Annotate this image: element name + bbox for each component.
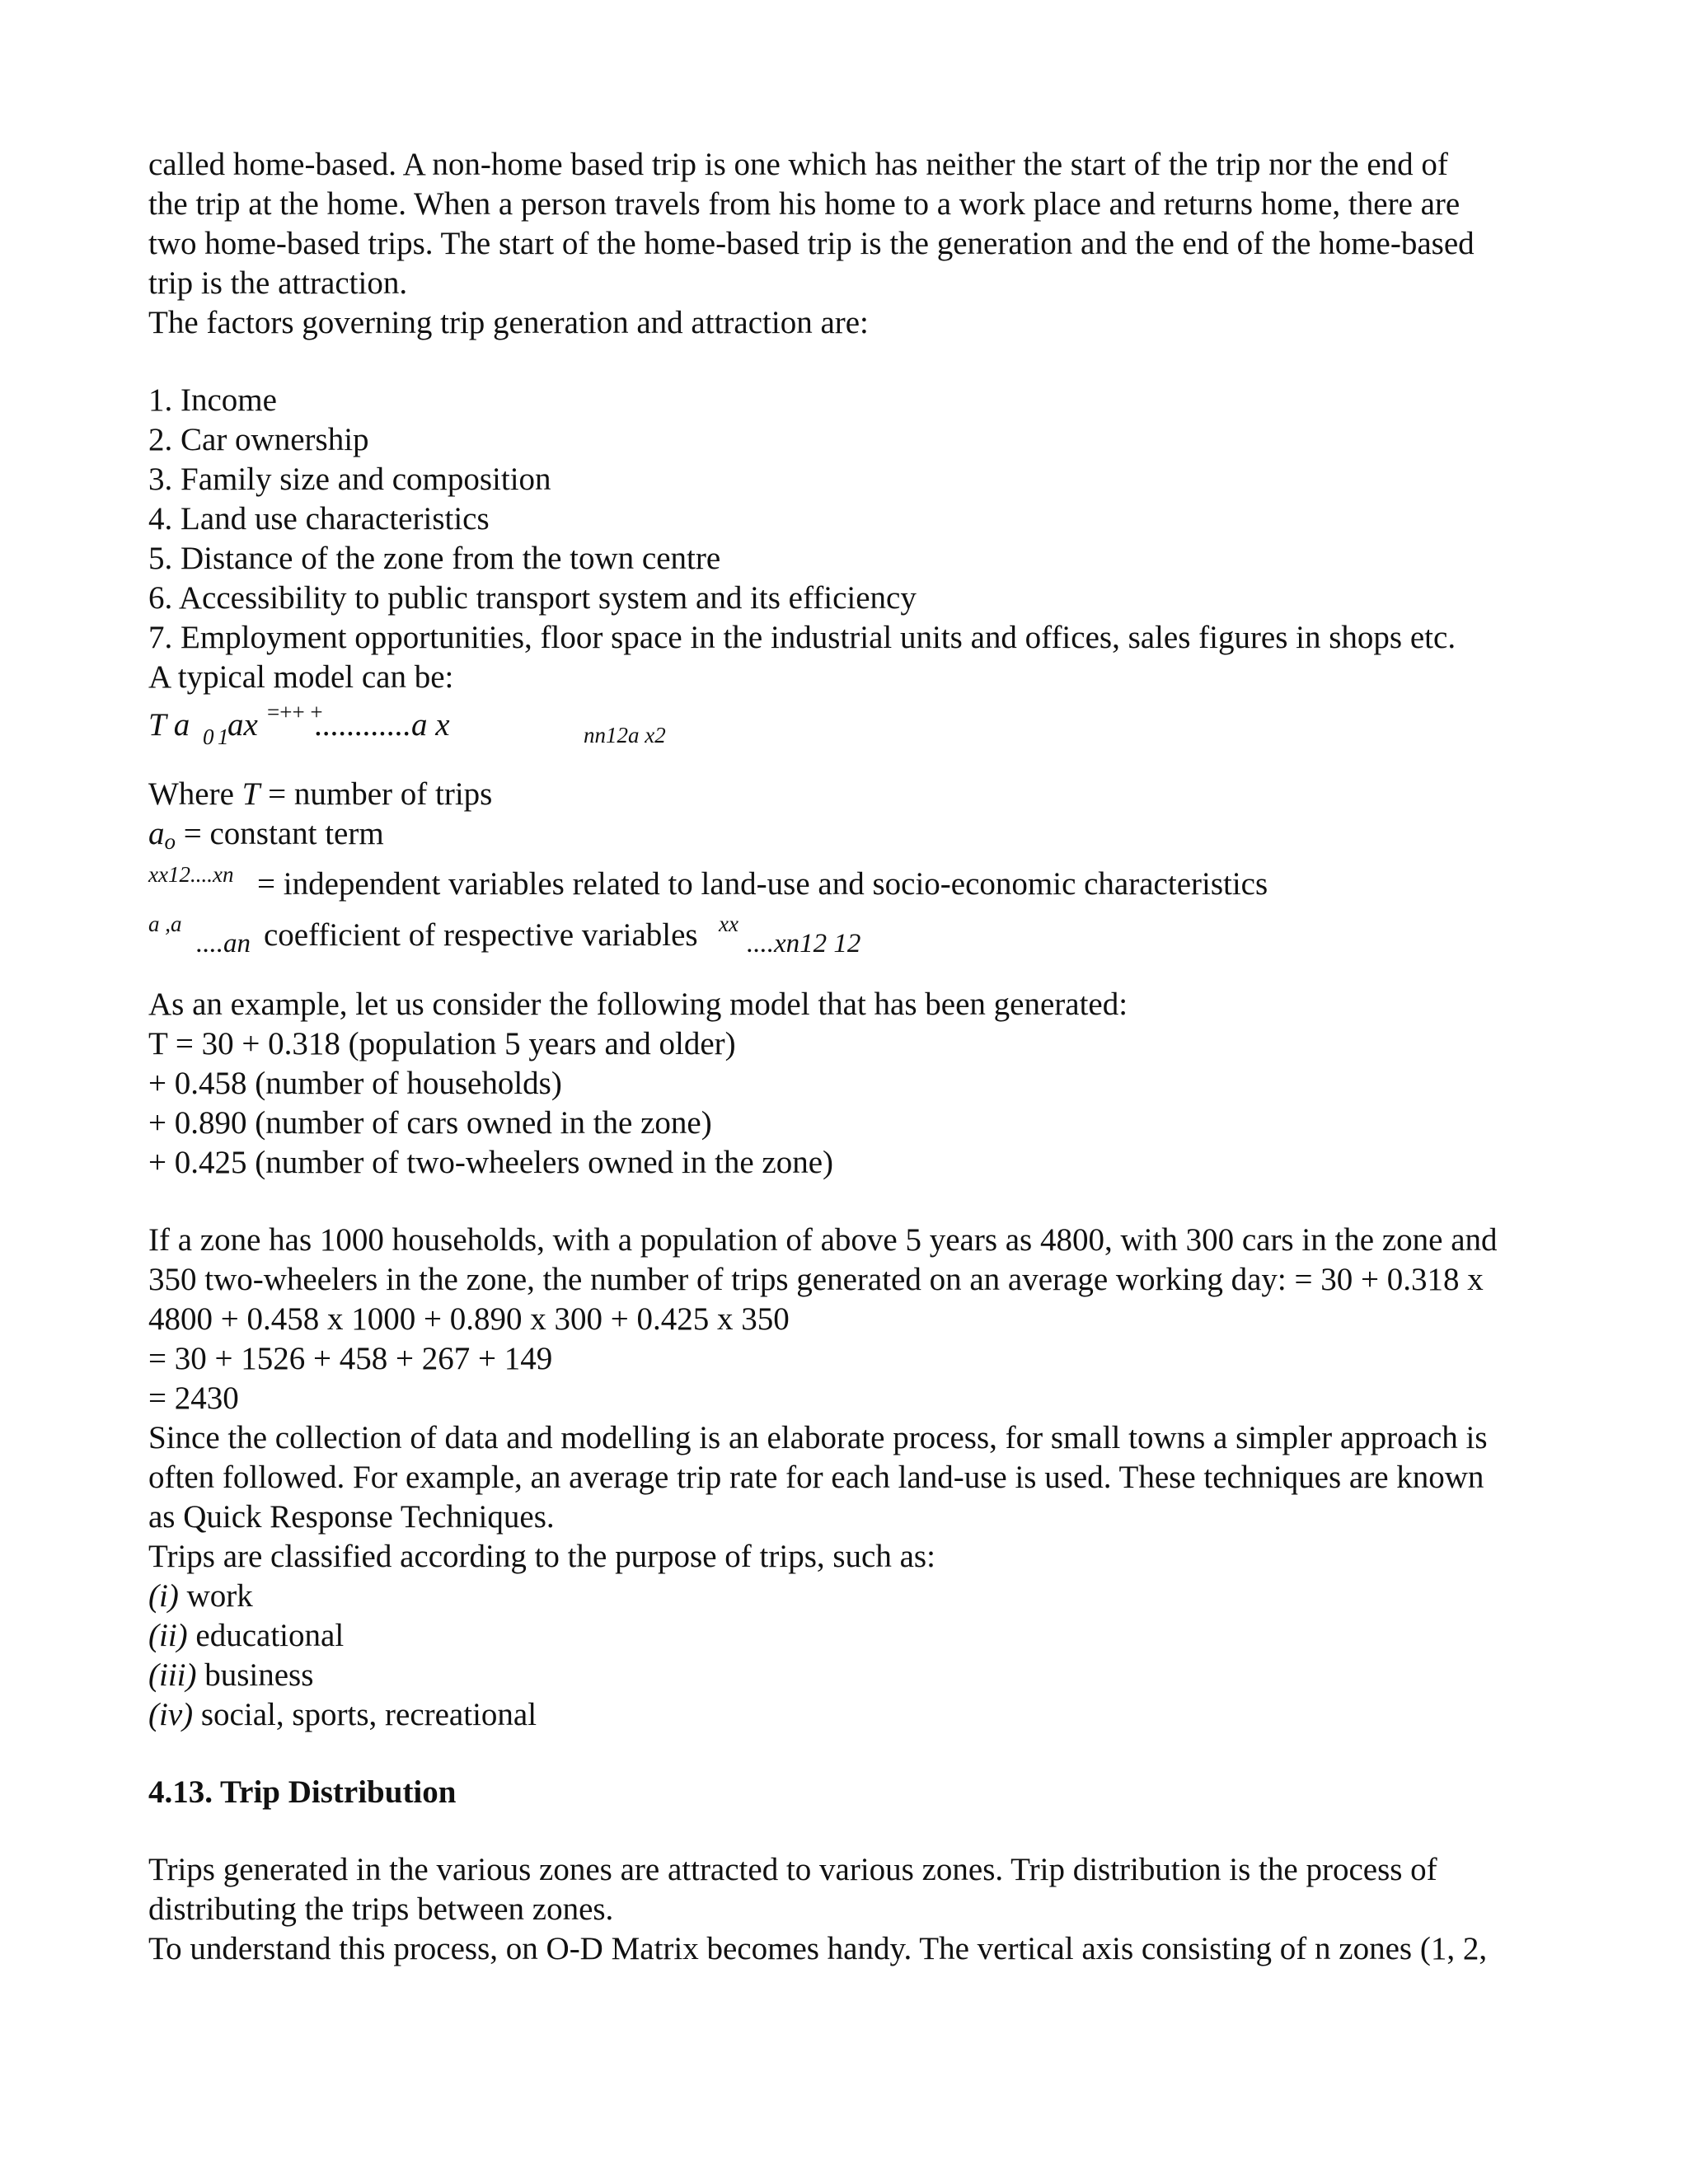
intro-paragraph: [148, 145, 1566, 343]
example-block: [148, 985, 1566, 1183]
section-heading: 4.13. Trip Distribution: [148, 1774, 457, 1810]
list-item: [148, 1695, 1566, 1735]
variable-tail: ....xn12 12: [747, 929, 861, 958]
variable-dots: ....an: [196, 929, 251, 958]
list-text: social, sports, recreational: [193, 1697, 537, 1732]
spacer: [148, 747, 1566, 775]
text-line: distributing the trips between zones.: [148, 1891, 614, 1927]
list-number: (iii): [148, 1657, 197, 1693]
text-line: trip is the attraction.: [148, 265, 408, 301]
where-line-3: [148, 856, 1566, 906]
variable-t: T: [241, 776, 260, 812]
list-text: educational: [187, 1618, 345, 1653]
formula-subscript: 1: [218, 724, 229, 749]
purposes-list: [148, 1577, 1566, 1735]
definition-text: coefficient of respective variables: [264, 917, 698, 953]
text-line: + 0.425 (number of two-wheelers owned in the zone): [148, 1145, 833, 1180]
text-line: called home-based. A non-home based trip is one which has neither the start of the trip nor the end of: [148, 147, 1448, 182]
variable-superscript: xx: [719, 912, 738, 936]
spacer: [148, 1183, 1566, 1221]
list-number: (i): [148, 1578, 179, 1614]
definition-text: = independent variables related to land-use and socio-economic characteristics: [257, 866, 1268, 902]
model-formula: [148, 697, 1566, 747]
list-text: work: [178, 1578, 253, 1614]
list-item: 1. Income: [148, 382, 277, 418]
list-item: 2. Car ownership: [148, 422, 369, 457]
list-number: (iv): [148, 1697, 194, 1732]
list-item: 3. Family size and composition: [148, 462, 551, 497]
where-line-4: [148, 906, 1566, 957]
calculation-block: [148, 1221, 1566, 1577]
text-line: + 0.458 (number of households): [148, 1066, 562, 1101]
list-text: business: [196, 1657, 314, 1693]
text-line: Trips generated in the various zones are attracted to various zones. Trip distribution is the process of: [148, 1852, 1437, 1887]
text-line: + 0.890 (number of cars owned in the zone): [148, 1105, 712, 1141]
factors-list: [148, 381, 1566, 658]
variable-subscript: o: [164, 829, 176, 854]
list-item: [148, 1656, 1566, 1695]
text-line: often followed. For example, an average trip rate for each land-use is used. These techniques are known: [148, 1460, 1484, 1495]
formula-superscript: =++ +: [267, 700, 323, 724]
definition-text: = number of trips: [260, 776, 493, 812]
model-intro: A typical model can be:: [148, 659, 454, 695]
distribution-paragraph: [148, 1850, 1566, 1969]
list-item: [148, 1616, 1566, 1656]
text-line: the trip at the home. When a person travels from his home to a work place and returns home, there are: [148, 186, 1461, 222]
list-item: 4. Land use characteristics: [148, 501, 490, 537]
text-line: Since the collection of data and modelling is an elaborate process, for small towns a simpler approach is: [148, 1420, 1488, 1455]
list-item: [148, 1577, 1566, 1616]
formula-ax: ax: [227, 707, 258, 743]
text-line: To understand this process, on O-D Matrix becomes handy. The vertical axis consisting of n zones (1, 2,: [148, 1931, 1488, 1966]
text-line: 4800 + 0.458 x 1000 + 0.890 x 300 + 0.425 x 350: [148, 1301, 790, 1337]
list-item: 6. Accessibility to public transport system and its efficiency: [148, 580, 917, 616]
formula-dots: ............a x: [315, 707, 450, 743]
text-line: two home-based trips. The start of the home-based trip is the generation and the end of the home-based: [148, 226, 1475, 261]
text-line: Trips are classified according to the purpose of trips, such as:: [148, 1539, 935, 1574]
list-item: 5. Distance of the zone from the town centre: [148, 541, 721, 576]
spacer: [148, 343, 1566, 381]
formula-subscript: nn12a x2: [584, 723, 666, 748]
definition-text: = constant term: [176, 816, 384, 851]
text-line: = 30 + 1526 + 458 + 267 + 149: [148, 1341, 553, 1376]
text-line: 350 two-wheelers in the zone, the number of trips generated on an average working day: = 30 + 0.318 x: [148, 1262, 1484, 1297]
list-item: 7. Employment opportunities, floor space in the industrial units and offices, sales figures in shops etc.: [148, 620, 1456, 655]
where-line-2: [148, 814, 1566, 856]
text-line: The factors governing trip generation and attraction are:: [148, 305, 869, 340]
text-line: = 2430: [148, 1380, 239, 1416]
spacer: [148, 1735, 1566, 1773]
formula-subscript: 0: [203, 724, 214, 749]
text-line: as Quick Response Techniques.: [148, 1499, 555, 1535]
variable-a-coeffs: a ,a: [148, 912, 182, 936]
variable-x: xx12....xn: [148, 862, 234, 887]
where-line-1: [148, 775, 1566, 814]
where-block: [148, 775, 1566, 957]
text-line: If a zone has 1000 households, with a population of above 5 years as 4800, with 300 cars in the zone and: [148, 1222, 1498, 1258]
document-page: [148, 145, 1566, 1969]
variable-a: a: [148, 816, 165, 851]
text-line: As an example, let us consider the following model that has been generated:: [148, 987, 1128, 1022]
list-number: (ii): [148, 1618, 188, 1653]
formula-base: T a: [148, 707, 190, 743]
text-line: T = 30 + 0.318 (population 5 years and older): [148, 1026, 736, 1062]
spacer: [148, 1812, 1566, 1850]
where-prefix: Where: [148, 776, 242, 812]
